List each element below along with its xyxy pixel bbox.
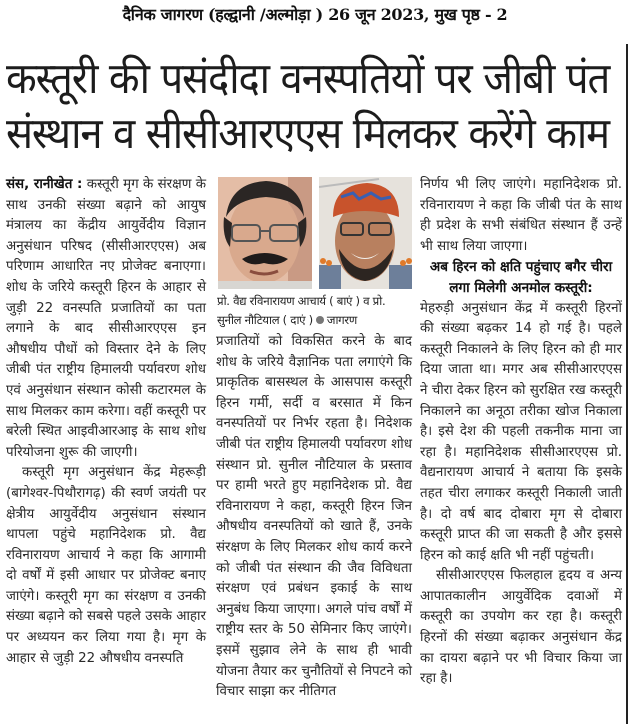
article-column-3 <box>420 175 622 690</box>
article-paragraph: कस्तूरी मृग अनुसंधान केंद्र मेहरूड़ी (बागेश्वर-पिथौरागढ़) की स्वर्ण जयंती पर क्षेत्रीय आयुर्वेदीय अनुसंधान संस्थान थापला पहुंचे महानिदेशक प्रो. वैद्य रविनारायण आचार्य ने कहा कि आगामी दो वर्षों में इसी आधार पर प्रोजेक्ट बनाए जाएंगे। कस्तूरी मृग का संरक्षण व उनकी संख्या बढ़ाने को सबसे पहले उसके आहार पर अध्ययन कर लिया गया है। मृग के आहार से जुड़ी 22 औषधीय वनस्पति <box>6 465 206 666</box>
article-paragraph <box>6 175 206 463</box>
article-column-2 <box>216 332 412 703</box>
headline-line-2: संस्थान व सीसीआरएएस मिलकर करेंगे काम <box>6 109 609 159</box>
photo-caption <box>217 292 415 330</box>
newspaper-masthead: दैनिक जागरण (हल्द्वानी /अल्मोड़ा ) 26 जून 2023, मुख पृष्ठ - 2 <box>122 5 508 24</box>
photo-left-portrait <box>218 177 312 289</box>
caption-names: सुनील नौटियाल ( दाएं ) <box>217 313 313 327</box>
article-subheading: अब हिरन को क्षति पहुंचाए बगैर चीरा लगा मिलेगी अनमोल कस्तूरी: <box>429 259 613 296</box>
paragraph-text: कस्तूरी मृग के संरक्षण के साथ उनकी संख्या बढ़ाने को आयुष मंत्रालय का केंद्रीय आयुर्वेदीय विज्ञान अनुसंधान परिषद (सीसीआरएएस) अब परिणाम आधारित नए प्रोजेक्ट बनाएगा। शोध के जरिये कस्तूरी हिरन के आहार से जुड़ी 22 वनस्पति प्रजातियों का पता लगाने के बाद सीसीआरएएस इन औषधीय पौधों को विस्तार देने के लिए जीबी पंत राष्ट्रीय हिमालयी पर्यावरण शोध एवं अनुसंधान संस्थान कोसी कटारमल के साथ मिलकर काम करेगा। वहीं कस्तूरी पर बरेली स्थित आइवीआरआइ के साथ शोध परियोजना शुरू की जाएगी। <box>6 177 206 460</box>
bullet-dot-icon <box>316 316 324 324</box>
photo-right-portrait <box>319 177 412 289</box>
article-paragraph: प्रजातियों को विकसित करने के बाद शोध के जरिये वैज्ञानिक पता लगाएंगे कि प्राकृतिक बासस्थल के आसपास कस्तूरी हिरन गर्मी, सर्दी व बरसात में किन वनस्पतियों पर निर्भर रहता है। निदेशक जीबी पंत राष्ट्रीय हिमालयी पर्यावरण शोध संस्थान प्रो. सुनील नौटियाल के प्रस्ताव पर हामी भरते हुए महानिदेशक प्रो. वैद्य रविनारायण ने कहा, कस्तूरी हिरन जिन औषधीय वनस्पतियों को खाते हैं, उनके संरक्षण के लिए मिलकर शोध कार्य करने को जीबी पंत संस्थान की जैव विविधता संरक्षण एवं प्रबंधन इकाई के साथ अनुबंध किया जाएगा। अगले पांच वर्षों में राष्ट्रीय स्तर के 50 सेमिनार किए जाएंगे। इसमें सुझाव लेने के साथ ही भावी योजना तैयार कर चुनौतियों से निपटने को विचार साझा कर नीतिगत <box>216 334 412 700</box>
photo-pair <box>218 177 412 289</box>
article-paragraph: निर्णय भी लिए जाएंगे। महानिदेशक प्रो. रविनारायण ने कहा कि जीबी पंत के साथ ही प्रदेश के सभी संबंधित संस्थान हैं उन्हें भी साथ लिया जाएगा। <box>420 177 622 254</box>
dateline: संस, रानीखेत : <box>6 177 83 192</box>
column-border-right <box>626 44 628 724</box>
article-paragraph: सीसीआरएएस फिलहाल हृदय व अन्य आपातकालीन आयुर्वेदिक दवाओं में कस्तूरी का उपयोग कर रहा है। कस्तूरी हिरनों की संख्या बढ़ाकर अनुसंधान केंद्र का दायरा बढ़ाने पर भी विचार किया जा रहा है। <box>420 568 622 687</box>
portrait-man-cap-beard-icon <box>319 177 412 289</box>
article-paragraph: मेहरुड़ी अनुसंधान केंद्र में कस्तूरी हिरनों की संख्या बढ़कर 14 हो गई है। पहले कस्तूरी निकालने के लिए हिरन को ही मार दिया जाता था। मगर अब सीसीआरएएस ने चीरा देकर हिरन को सुरक्षित रख कस्तूरी निकालने का अनूठा तरीका खोज निकाला है। इसे देश की पहली तकनीक माना जा रहा है। महानिदेशक सीसीआरएएस प्रो. वैद्यनारायण आचार्य ने बताया कि इसके तहत चीरा लगाकर कस्तूरी निकाली जाती है। दो वर्ष बाद दोबारा मृग से दोबारा कस्तूरी प्राप्त की जा सकती है और इससे हिरन को काई क्षति भी नहीं पहुंचती। <box>420 300 622 563</box>
caption-line-2 <box>217 311 415 330</box>
headline <box>6 52 610 162</box>
headline-line-1: कस्तूरी की पसंदीदा वनस्पतियों पर जीबी पंत <box>6 54 610 104</box>
article-column-1 <box>6 175 206 669</box>
portrait-man-glasses-icon <box>218 177 312 289</box>
photo-credit: जागरण <box>326 313 357 327</box>
caption-line-1: प्रो. वैद्य रविनारायण आचार्य ( बाएं ) व प्रो. <box>217 294 386 308</box>
